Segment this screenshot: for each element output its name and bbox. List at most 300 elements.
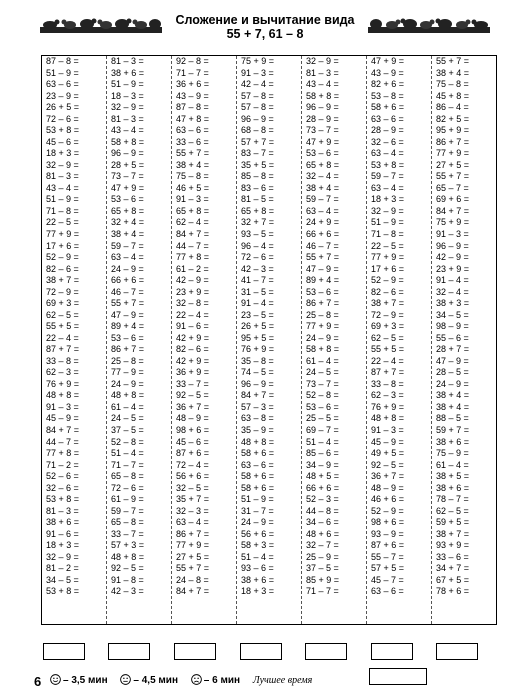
exercise-item: 53 – 6 = [306, 401, 339, 412]
exercise-item: 63 – 6 = [241, 459, 274, 470]
exercise-item: 51 – 4 = [306, 436, 339, 447]
exercise-item: 33 – 6 = [176, 136, 209, 147]
exercise-item: 42 + 9 = [176, 332, 210, 343]
exercise-item: 77 + 8 = [46, 448, 80, 459]
exercise-item: 47 + 8 = [176, 113, 210, 124]
exercise-item: 92 – 5 = [111, 563, 144, 574]
exercise-item: 18 + 3 = [46, 148, 80, 159]
exercise-item: 87 + 6 = [176, 448, 210, 459]
exercise-item: 44 – 8 = [306, 505, 339, 516]
legend-medium [120, 675, 180, 686]
exercise-column [42, 56, 107, 624]
exercise-column [237, 56, 302, 624]
exercise-item: 36 + 6 = [176, 79, 210, 90]
exercise-item: 58 + 8 = [306, 344, 340, 355]
exercise-item: 91 – 8 = [111, 574, 144, 585]
exercise-item: 61 – 2 = [176, 263, 209, 274]
exercise-item: 48 – 9 = [176, 413, 209, 424]
exercise-item: 86 + 7 = [111, 344, 145, 355]
exercise-item: 53 – 6 = [306, 148, 339, 159]
score-box[interactable] [108, 643, 150, 660]
exercise-item: 34 + 7 = [436, 563, 470, 574]
exercise-item: 55 + 5 = [371, 344, 405, 355]
exercise-column [172, 56, 237, 624]
exercise-item: 17 + 6 = [371, 263, 405, 274]
animal-border-right-icon [368, 17, 490, 33]
exercise-item: 32 – 4 = [436, 286, 469, 297]
exercise-item: 46 + 5 = [176, 182, 210, 193]
exercise-item: 43 – 4 = [46, 182, 79, 193]
exercise-item: 34 – 9 = [306, 459, 339, 470]
exercise-item: 61 – 4 = [436, 459, 469, 470]
exercise-item: 51 – 4 = [111, 448, 144, 459]
exercise-item: 96 – 9 = [111, 148, 144, 159]
exercise-item: 96 – 4 = [241, 240, 274, 251]
exercise-item: 52 – 6 = [46, 471, 79, 482]
exercise-item: 71 – 2 = [46, 459, 79, 470]
exercise-item: 35 + 5 = [241, 159, 275, 170]
exercise-item: 56 + 6 = [176, 471, 210, 482]
score-box[interactable] [240, 643, 282, 660]
exercise-item: 48 + 5 = [306, 471, 340, 482]
exercise-item: 49 + 5 = [371, 448, 405, 459]
exercise-item: 87 – 8 = [176, 102, 209, 113]
exercise-item: 31 – 7 = [241, 505, 274, 516]
exercise-item: 32 – 4 = [306, 171, 339, 182]
exercise-item: 42 – 9 = [436, 252, 469, 263]
exercise-item: 23 + 9 = [176, 286, 210, 297]
exercise-item: 82 – 6 = [176, 344, 209, 355]
exercise-item: 85 + 9 = [306, 574, 340, 585]
exercise-item: 32 – 9 = [371, 205, 404, 216]
exercise-item: 46 – 7 = [111, 286, 144, 297]
exercise-item: 72 – 6 = [46, 113, 79, 124]
exercise-item: 17 + 6 = [46, 240, 80, 251]
exercise-item: 38 + 6 = [111, 67, 145, 78]
exercise-item: 93 + 9 = [436, 540, 470, 551]
header [40, 13, 490, 43]
score-box[interactable] [371, 643, 413, 660]
exercise-item: 33 – 6 = [436, 551, 469, 562]
exercise-item: 81 – 3 = [46, 505, 79, 516]
exercise-item: 53 – 8 = [371, 90, 404, 101]
exercise-item: 69 + 3 = [46, 298, 80, 309]
exercise-item: 58 + 8 = [306, 90, 340, 101]
exercise-item: 62 – 4 = [176, 217, 209, 228]
exercise-item: 72 – 6 = [111, 482, 144, 493]
exercise-item: 69 + 6 = [436, 194, 470, 205]
exercise-item: 63 – 4 = [111, 252, 144, 263]
exercise-item: 71 – 8 = [46, 205, 79, 216]
exercise-item: 84 + 7 = [241, 390, 275, 401]
exercise-item: 92 – 5 = [176, 390, 209, 401]
exercise-item: 24 – 9 = [306, 332, 339, 343]
exercise-item: 47 + 9 = [111, 182, 145, 193]
exercise-item: 86 + 7 = [436, 136, 470, 147]
exercise-item: 37 – 5 = [306, 563, 339, 574]
exercise-item: 36 + 9 = [176, 367, 210, 378]
exercise-item: 98 + 6 = [176, 425, 210, 435]
exercise-item: 82 + 5 = [436, 113, 470, 124]
exercise-item: 91 – 3 = [176, 194, 209, 205]
exercise-item: 26 + 5 = [46, 102, 80, 113]
exercise-item: 63 – 6 = [176, 125, 209, 136]
exercise-item: 58 + 8 = [111, 136, 145, 147]
exercise-item: 81 – 3 = [306, 67, 339, 78]
exercise-item: 38 + 5 = [436, 471, 470, 482]
exercise-item: 83 – 6 = [241, 182, 274, 193]
exercise-item: 92 – 5 = [371, 459, 404, 470]
exercise-item: 55 + 5 = [46, 321, 80, 332]
exercise-item: 18 + 3 = [241, 586, 275, 597]
best-time-box[interactable] [369, 668, 427, 685]
exercise-item: 93 – 9 = [371, 528, 404, 539]
exercise-item: 45 – 9 = [371, 436, 404, 447]
exercise-item: 51 – 9 = [241, 494, 274, 505]
exercise-item: 55 + 7 = [176, 563, 210, 574]
exercise-item: 66 + 6 = [306, 482, 340, 493]
exercise-item: 47 + 9 = [306, 136, 340, 147]
exercise-item: 42 – 3 = [111, 586, 144, 597]
exercise-item: 82 – 6 = [371, 286, 404, 297]
exercise-item: 33 – 8 = [46, 355, 79, 366]
exercise-item: 91 – 4 = [436, 275, 469, 286]
exercise-item: 85 – 6 = [306, 448, 339, 459]
exercise-item: 38 + 4 = [436, 401, 470, 412]
exercise-item: 98 – 9 = [436, 321, 469, 332]
exercise-item: 32 – 8 = [176, 298, 209, 309]
exercise-item: 24 + 9 = [306, 217, 340, 228]
exercise-item: 33 – 7 = [111, 528, 144, 539]
exercise-item: 87 + 6 = [371, 540, 405, 551]
exercise-item: 48 + 6 = [306, 528, 340, 539]
exercise-item: 55 + 7 = [176, 148, 210, 159]
exercise-item: 98 + 6 = [371, 517, 405, 528]
exercise-item: 81 – 3 = [111, 56, 144, 66]
exercise-item: 69 – 7 = [306, 425, 339, 435]
exercise-item: 93 – 5 = [241, 228, 274, 239]
exercise-item: 43 – 9 = [176, 90, 209, 101]
score-box[interactable] [305, 643, 347, 660]
exercise-item: 32 + 4 = [111, 217, 145, 228]
exercise-item: 53 + 8 = [46, 586, 80, 597]
exercise-item: 91 – 3 = [46, 401, 79, 412]
exercise-item: 22 – 4 = [46, 332, 79, 343]
exercise-item: 91 – 3 = [371, 425, 404, 435]
exercise-item: 77 + 9 = [371, 252, 405, 263]
exercise-item: 55 + 7 = [306, 252, 340, 263]
legend-fast [50, 675, 110, 686]
exercise-item: 59 – 7 = [371, 171, 404, 182]
exercise-item: 22 – 5 = [46, 217, 79, 228]
exercise-item: 72 – 9 = [371, 309, 404, 320]
exercise-item: 43 – 4 = [111, 125, 144, 136]
exercise-item: 52 – 3 = [306, 494, 339, 505]
exercise-item: 92 – 8 = [176, 56, 209, 66]
exercise-item: 51 – 9 = [111, 79, 144, 90]
exercise-item: 55 + 7 = [111, 298, 145, 309]
exercise-item: 87 + 7 = [46, 344, 80, 355]
exercise-item: 62 – 3 = [371, 390, 404, 401]
score-box[interactable] [436, 643, 478, 660]
page-subtitle: 55 + 7, 61 – 8 [226, 27, 304, 41]
exercise-item: 57 + 3 = [111, 540, 145, 551]
exercise-item: 38 + 7 = [371, 298, 405, 309]
exercise-item: 33 – 8 = [371, 378, 404, 389]
exercise-item: 44 – 7 = [46, 436, 79, 447]
exercise-item: 24 – 5 = [111, 413, 144, 424]
exercise-item: 75 – 8 = [436, 79, 469, 90]
exercise-item: 58 + 6 = [241, 482, 275, 493]
exercise-item: 52 – 9 = [371, 275, 404, 286]
exercise-item: 96 – 9 = [436, 240, 469, 251]
exercise-column [432, 56, 496, 624]
exercise-item: 78 + 6 = [436, 586, 470, 597]
exercise-item: 48 + 8 = [111, 551, 145, 562]
exercise-item: 85 – 8 = [241, 171, 274, 182]
exercise-item: 53 + 8 = [46, 494, 80, 505]
exercise-item: 81 – 5 = [241, 194, 274, 205]
exercise-item: 89 + 4 = [111, 321, 145, 332]
exercise-item: 91 – 3 = [241, 67, 274, 78]
exercise-item: 63 – 4 = [176, 517, 209, 528]
score-box[interactable] [43, 643, 85, 660]
exercise-item: 23 + 9 = [436, 263, 470, 274]
exercise-item: 61 – 4 = [306, 355, 339, 366]
exercise-item: 36 + 7 = [371, 471, 405, 482]
exercise-item: 59 + 7 = [436, 425, 470, 435]
exercise-item: 42 – 3 = [241, 263, 274, 274]
exercise-item: 38 + 6 = [46, 517, 80, 528]
exercise-item: 76 + 9 = [371, 401, 405, 412]
exercise-item: 77 + 9 = [176, 540, 210, 551]
exercise-item: 95 + 5 = [241, 332, 275, 343]
exercise-item: 67 + 5 = [436, 574, 470, 585]
exercise-item: 91 – 3 = [436, 228, 469, 239]
exercise-item: 23 – 9 = [46, 90, 79, 101]
exercise-grid [41, 55, 497, 625]
exercise-item: 65 + 8 = [306, 159, 340, 170]
answer-boxes [41, 643, 497, 663]
exercise-item: 76 + 9 = [46, 378, 80, 389]
exercise-item: 63 – 6 = [46, 79, 79, 90]
exercise-item: 77 + 9 = [306, 321, 340, 332]
exercise-item: 42 + 9 = [176, 355, 210, 366]
exercise-item: 32 – 9 = [46, 159, 79, 170]
exercise-item: 62 – 5 = [371, 332, 404, 343]
exercise-item: 38 + 4 = [111, 228, 145, 239]
exercise-item: 52 – 9 = [46, 252, 79, 263]
exercise-item: 81 – 2 = [46, 563, 79, 574]
exercise-item: 25 – 9 = [306, 551, 339, 562]
exercise-item: 65 + 8 = [241, 205, 275, 216]
legend-fast-text: – 3,5 мин [63, 675, 108, 686]
exercise-item: 71 – 8 = [371, 228, 404, 239]
exercise-item: 33 – 7 = [176, 378, 209, 389]
exercise-item: 73 – 7 = [306, 125, 339, 136]
exercise-item: 41 – 7 = [241, 275, 274, 286]
exercise-item: 91 – 6 = [46, 528, 79, 539]
exercise-item: 96 – 9 = [241, 378, 274, 389]
exercise-item: 73 – 7 = [111, 171, 144, 182]
exercise-item: 24 – 9 = [241, 517, 274, 528]
exercise-item: 32 – 9 = [111, 102, 144, 113]
exercise-item: 55 – 7 = [371, 551, 404, 562]
exercise-item: 38 + 7 = [436, 528, 470, 539]
exercise-item: 43 – 4 = [306, 79, 339, 90]
exercise-item: 75 + 9 = [241, 56, 275, 66]
exercise-item: 32 – 9 = [46, 551, 79, 562]
exercise-item: 63 – 8 = [241, 413, 274, 424]
exercise-item: 84 + 7 = [176, 228, 210, 239]
exercise-item: 34 – 5 = [436, 309, 469, 320]
exercise-item: 46 + 6 = [371, 494, 405, 505]
exercise-item: 47 – 9 = [306, 263, 339, 274]
exercise-item: 53 – 6 = [306, 286, 339, 297]
score-box[interactable] [174, 643, 216, 660]
exercise-item: 44 – 7 = [176, 240, 209, 251]
exercise-item: 28 + 5 = [111, 159, 145, 170]
exercise-item: 25 – 8 = [306, 309, 339, 320]
exercise-item: 36 + 7 = [176, 401, 210, 412]
exercise-item: 72 – 9 = [46, 286, 79, 297]
exercise-item: 95 + 9 = [436, 125, 470, 136]
exercise-item: 71 – 7 = [306, 586, 339, 597]
exercise-item: 87 + 7 = [371, 367, 405, 378]
exercise-item: 22 – 5 = [371, 240, 404, 251]
exercise-item: 59 – 7 = [111, 505, 144, 516]
exercise-item: 93 – 6 = [241, 563, 274, 574]
legend-slow [191, 675, 243, 686]
exercise-item: 32 – 6 = [46, 482, 79, 493]
exercise-item: 24 – 9 = [111, 378, 144, 389]
legend-medium-text: – 4,5 мин [133, 675, 178, 686]
exercise-item: 66 + 6 = [111, 275, 145, 286]
exercise-item: 45 – 6 = [46, 136, 79, 147]
exercise-item: 57 – 8 = [241, 90, 274, 101]
exercise-item: 25 – 8 = [111, 355, 144, 366]
exercise-item: 82 – 6 = [46, 263, 79, 274]
exercise-item: 24 – 5 = [306, 367, 339, 378]
exercise-item: 18 + 3 = [46, 540, 80, 551]
exercise-item: 53 – 6 = [111, 194, 144, 205]
exercise-item: 47 – 9 = [111, 309, 144, 320]
exercise-item: 38 + 6 = [436, 436, 470, 447]
exercise-item: 61 – 9 = [111, 494, 144, 505]
exercise-item: 24 – 9 = [111, 263, 144, 274]
exercise-item: 57 – 8 = [241, 102, 274, 113]
exercise-item: 31 – 5 = [241, 286, 274, 297]
exercise-item: 45 – 9 = [46, 413, 79, 424]
exercise-item: 91 – 6 = [176, 321, 209, 332]
exercise-item: 53 – 6 = [111, 332, 144, 343]
exercise-item: 65 – 8 = [111, 517, 144, 528]
exercise-item: 24 – 9 = [436, 378, 469, 389]
exercise-item: 71 – 7 = [111, 459, 144, 470]
exercise-item: 84 + 7 = [176, 586, 210, 597]
exercise-item: 53 + 8 = [46, 125, 80, 136]
exercise-item: 45 – 7 = [371, 574, 404, 585]
exercise-item: 56 + 6 = [241, 528, 275, 539]
exercise-item: 51 – 9 = [46, 67, 79, 78]
exercise-item: 32 – 6 = [371, 136, 404, 147]
exercise-item: 58 + 6 = [241, 471, 275, 482]
exercise-item: 58 + 6 = [241, 448, 275, 459]
exercise-item: 57 + 5 = [371, 563, 405, 574]
exercise-item: 75 – 9 = [436, 448, 469, 459]
exercise-item: 25 – 5 = [306, 413, 339, 424]
exercise-item: 24 – 8 = [176, 574, 209, 585]
exercise-item: 62 – 5 = [436, 505, 469, 516]
exercise-item: 38 + 4 = [306, 182, 340, 193]
exercise-item: 42 – 4 = [241, 79, 274, 90]
exercise-item: 38 + 6 = [241, 574, 275, 585]
exercise-item: 38 + 7 = [46, 275, 80, 286]
exercise-item: 38 + 6 = [436, 482, 470, 493]
exercise-item: 61 – 4 = [111, 401, 144, 412]
exercise-item: 35 + 7 = [176, 494, 210, 505]
exercise-item: 32 + 7 = [241, 217, 275, 228]
exercise-item: 57 + 7 = [241, 136, 275, 147]
exercise-item: 23 – 5 = [241, 309, 274, 320]
exercise-item: 91 – 4 = [241, 298, 274, 309]
exercise-item: 75 + 9 = [436, 217, 470, 228]
exercise-item: 77 + 8 = [176, 252, 210, 263]
exercise-item: 81 – 3 = [111, 113, 144, 124]
time-legend [50, 674, 322, 688]
exercise-item: 32 – 5 = [176, 482, 209, 493]
exercise-item: 48 – 9 = [371, 482, 404, 493]
exercise-item: 96 – 9 = [306, 102, 339, 113]
exercise-item: 18 – 3 = [111, 90, 144, 101]
exercise-item: 32 – 9 = [306, 56, 339, 66]
exercise-item: 35 – 8 = [241, 355, 274, 366]
exercise-item: 69 + 3 = [371, 321, 405, 332]
exercise-item: 77 – 9 = [111, 367, 144, 378]
exercise-item: 55 + 7 = [436, 56, 470, 66]
exercise-item: 89 + 4 = [306, 275, 340, 286]
exercise-item: 48 + 8 = [241, 436, 275, 447]
exercise-item: 51 – 4 = [241, 551, 274, 562]
exercise-item: 47 – 9 = [436, 355, 469, 366]
exercise-item: 74 – 5 = [241, 367, 274, 378]
exercise-item: 71 – 7 = [176, 67, 209, 78]
exercise-item: 63 – 6 = [371, 113, 404, 124]
exercise-item: 26 + 5 = [241, 321, 275, 332]
neutral-face-icon [120, 674, 131, 685]
exercise-item: 86 + 7 = [176, 528, 210, 539]
exercise-item: 34 – 6 = [306, 517, 339, 528]
exercise-item: 81 – 3 = [46, 171, 79, 182]
exercise-item: 63 – 4 = [371, 182, 404, 193]
exercise-item: 86 + 7 = [306, 298, 340, 309]
exercise-item: 62 – 5 = [46, 309, 79, 320]
smiley-face-icon [50, 674, 61, 685]
exercise-item: 45 + 8 = [436, 90, 470, 101]
page-number: 6 [34, 674, 42, 689]
exercise-item: 52 – 8 = [306, 390, 339, 401]
exercise-item: 68 – 8 = [241, 125, 274, 136]
exercise-item: 87 – 8 = [46, 56, 79, 66]
exercise-item: 28 + 7 = [436, 344, 470, 355]
exercise-item: 45 – 6 = [176, 436, 209, 447]
exercise-item: 83 – 7 = [241, 148, 274, 159]
exercise-item: 63 – 4 = [371, 148, 404, 159]
exercise-item: 22 – 4 = [176, 309, 209, 320]
exercise-item: 88 – 5 = [436, 413, 469, 424]
exercise-item: 77 + 9 = [436, 148, 470, 159]
exercise-item: 38 + 3 = [436, 298, 470, 309]
